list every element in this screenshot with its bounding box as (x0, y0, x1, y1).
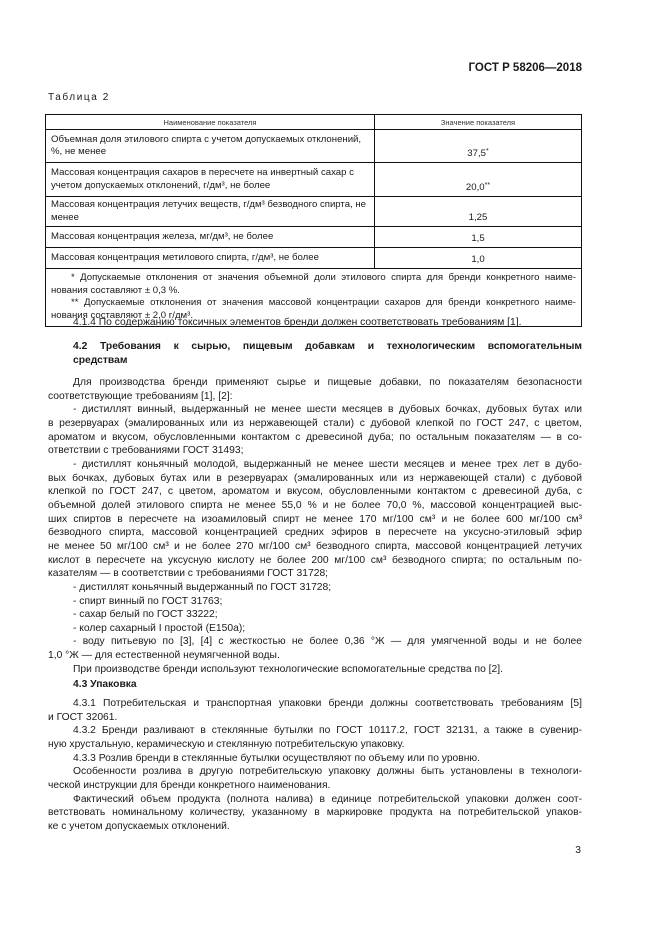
paragraph (48, 724, 582, 751)
table-row (46, 248, 582, 269)
text-line: Особенности розлива в другую потребительскую упаковку должны быть установлены в технологи- (73, 766, 582, 778)
text-line: безводного спирта, массовой концентрацией средних эфиров в пересчете на уксусно-этиловый эфир (48, 527, 582, 539)
text-line: ароматом и вкусом, обусловленными контактом с древесиной дуба; по остальным показателям — в со- (48, 431, 582, 443)
indicator-name: Массовая концентрация сахаров в пересчете на инвертный сахар с учетом допускаемых отклонений, г/дм³, не более (46, 163, 375, 197)
text-line: - дистиллят коньячный молодой, выдержанный не менее шести месяцев и менее трех лет в дубо- (73, 458, 582, 470)
text-line: - колер сахарный I простой (Е150а); (73, 622, 246, 634)
text-line: 4.3.2 Бренди разливают в стеклянные бутылки по ГОСТ 10117.2, ГОСТ 32131, а также в сувенир- (73, 725, 582, 737)
footnote-line: ** Допускаемые отклонения от значения массовой концентрации сахаров для бренди конкретного наиме- (71, 297, 576, 309)
text-line: ческой инструкции для бренди конкретного наименования. (48, 779, 331, 791)
text-line: ке с учетом допускаемых отклонений. (48, 820, 230, 832)
indicator-value: 1,5 (375, 227, 582, 248)
text-line: Для производства бренди применяют сырье и пищевые добавки, по показателям безопасности (73, 377, 582, 388)
indicator-value: 20,0** (375, 163, 582, 197)
indicator-value: 1,0 (375, 248, 582, 269)
section-heading-4-3 (48, 678, 582, 692)
text-line: не менее 50 мг/100 см³ и не более 270 мг/100 см³ безводного спирта, массовой концентрацией летучих (48, 540, 582, 552)
paragraph (48, 663, 582, 677)
table-row (46, 130, 582, 163)
text-line: ветствовать номинальному количеству, указанному в маркировке продукта на потребительской упаков- (48, 807, 582, 819)
indicator-name: Объемная доля этилового спирта с учетом допускаемых отклонений, %, не менее (46, 130, 375, 163)
table-caption: Таблица 2 (48, 92, 110, 103)
footnote-line: * Допускаемые отклонения от значения объемной доли этилового спирта для бренди конкретного наиме- (71, 272, 576, 283)
text-line: в резервуарах (эмалированных или из нержавеющей стали) с дубовой клепкой по ГОСТ 247, с цветом, (48, 417, 582, 429)
text-line: 1,0 °Ж — для естественной неумягченной воды. (48, 650, 280, 662)
text-line: клепкой по ГОСТ 247, с цветом, ароматом и вкусом, обусловленными контактом с древесиной дуба, с (48, 486, 582, 498)
paragraph (48, 765, 582, 792)
paragraph (48, 581, 582, 595)
paragraph (48, 635, 582, 662)
text-line: 4.2 Требования к сырью, пищевым добавкам и технологическим вспомогательным (73, 341, 582, 352)
text-line: - воду питьевую по [3], [4] с жесткостью не более 0,36 °Ж — для умягченной воды и не более (73, 636, 582, 648)
text-line: - дистиллят коньячный выдержанный по ГОСТ 31728; (73, 581, 332, 593)
paragraph (48, 793, 582, 834)
table-row (46, 197, 582, 227)
paragraph (48, 595, 582, 609)
paragraph (48, 458, 582, 581)
document-code: ГОСТ Р 58206—2018 (468, 62, 582, 74)
text-line: 4.1.4 По содержанию токсичных элементов бренди должен соответствовать требованиям [1]. (73, 317, 522, 328)
footnote-line: нования составляют ± 2,0 г/дм³. (51, 309, 193, 321)
page-number: 3 (575, 845, 581, 856)
text-line: вых бочках, дубовых бутах или в резервуарах (эмалированных или из нержавеющей стали) с дубовой (48, 472, 582, 484)
text-line: кислот в пересчете на уксусную кислоту не более 200 мг/100 см³ безводного спирта; по остальным по- (48, 554, 582, 566)
indicator-value: 37,5* (375, 130, 582, 163)
text-line: При производстве бренди используют технологические вспомогательные средства по [2]. (73, 663, 503, 675)
text-line: казателям — в соответствии с требованиями ГОСТ 31728; (48, 568, 329, 580)
indicator-name: Массовая концентрация железа, мг/дм³, не более (46, 227, 375, 248)
indicator-name: Массовая концентрация метилового спирта, г/дм³, не более (46, 248, 375, 269)
table-row (46, 163, 582, 197)
text-line: - дистиллят винный, выдержанный не менее шести месяцев в дубовых бочках, дубовых бутах или (73, 404, 582, 416)
table-header-row (46, 115, 582, 130)
column-header-name: Наименование показателя (46, 115, 375, 130)
text-line: - спирт винный по ГОСТ 31763; (73, 595, 223, 607)
text-line: 4.3 Упаковка (73, 679, 137, 690)
paragraph (48, 622, 582, 636)
paragraph (48, 608, 582, 622)
paragraph-4-1-4 (48, 316, 582, 330)
text-line: 4.3.1 Потребительская и транспортная упаковки бренди должны соответствовать требованиям [5] (73, 698, 582, 709)
requirements-table (45, 114, 582, 327)
text-line: Фактический объем продукта (полнота налива) в единице потребительской упаковки должен соот- (73, 793, 582, 805)
indicator-value: 1,25 (375, 197, 582, 227)
column-header-value: Значение показателя (375, 115, 582, 130)
section-heading-4-2 (48, 340, 582, 367)
text-line: ответствии с требованиями ГОСТ 31493; (48, 445, 244, 457)
paragraph (48, 752, 582, 766)
section-4-2-body (48, 376, 582, 676)
text-line: объемной долей этилового спирта не менее 55,0 % и не более 70,0 %, массовой концентрацией выс- (48, 499, 582, 511)
text-line: - сахар белый по ГОСТ 33222; (73, 609, 218, 621)
text-line: 4.3.3 Розлив бренди в стеклянные бутылки осуществляют по объему или по уровню. (73, 752, 481, 764)
indicator-name: Массовая концентрация летучих веществ, г/дм³ безводного спирта, не менее (46, 197, 375, 227)
paragraph (48, 403, 582, 458)
text-line: ших спиртов в пересчете на изоамиловый спирт не менее 170 мг/100 см³ и не более 600 мг/100 см³ (48, 513, 582, 525)
paragraph (48, 697, 582, 724)
paragraph (48, 376, 582, 403)
table-row (46, 227, 582, 248)
text-line: средствам (73, 354, 128, 366)
text-line: соответствующие требованиям [1], [2]: (48, 390, 233, 402)
text-line: и ГОСТ 32061. (48, 711, 118, 723)
text-line: ную хрустальную, керамическую и стеклянную потребительскую упаковку. (48, 738, 405, 750)
footnote-line: нования составляют ± 0,3 %. (51, 284, 180, 296)
section-4-3-body (48, 697, 582, 834)
